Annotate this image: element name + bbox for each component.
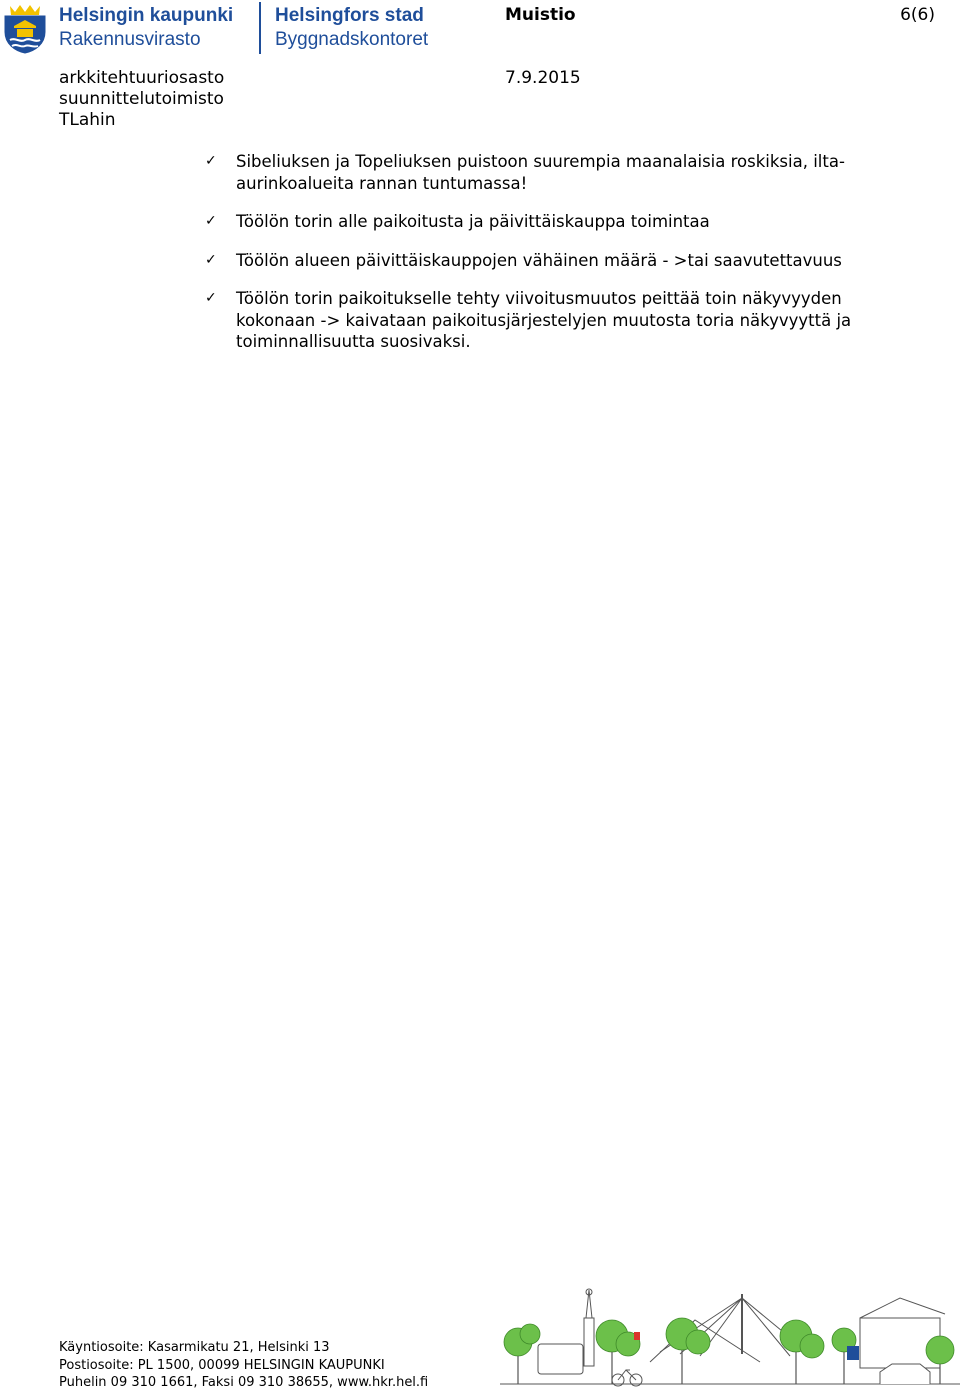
office: suunnittelutoimisto [59,89,224,109]
helsinki-crest-icon [2,2,48,54]
department: arkkitehtuuriosasto [59,68,225,88]
list-item-text: Sibeliuksen ja Topeliuksen puistoon suurempia maanalaisia roskiksia, ilta-aurinkoalueita rannan tuntumassa! [236,152,845,193]
org-name-fi-block [59,6,233,49]
org-name-sv: Helsingfors stad [275,5,424,26]
list-item [205,288,905,353]
footer-visit-address: Käyntiosoite: Kasarmikatu 21, Helsinki 13 [59,1340,330,1355]
list-item [205,151,905,194]
checkmark-icon: ✓ [205,213,217,229]
page-number: 6(6) [900,5,935,25]
footer-contact [59,1339,428,1392]
author: TLahin [59,110,116,130]
org-sub-sv: Byggnadskontoret [275,29,429,50]
checkmark-icon: ✓ [205,251,217,268]
list-item [205,250,905,272]
document-type: Muistio [505,5,576,25]
list-item-text: Töölön alueen päivittäiskauppojen vähäinen määrä - >tai saavutettavuus [236,250,842,270]
footer-phone: Puhelin 09 310 1661, Faksi 09 310 38655, www.hkr.hel.fi [59,1375,429,1390]
checkmark-icon: ✓ [205,153,217,169]
city-illustration-icon [500,1284,960,1396]
checkmark-icon: ✓ [205,290,217,306]
header-divider [259,2,261,54]
list-item [205,211,905,233]
org-sub-fi: Rakennusvirasto [59,29,201,50]
list-item-text: Töölön torin alle paikoitusta ja päivittäiskauppa toimintaa [236,212,710,231]
list-item-text: Töölön torin paikoitukselle tehty viivoitusmuutos peittää toin näkyvyyden kokonaan -> kaivataan paikoitusjärjestelyjen muutosta toria näkyvyyttä ja toiminnallisuutta suosivaksi. [236,289,852,351]
footer-post-address: Postiosoite: PL 1500, 00099 HELSINGIN KAUPUNKI [59,1357,385,1373]
bullet-list [205,151,905,370]
document-date: 7.9.2015 [505,68,581,88]
org-name-fi: Helsingin kaupunki [59,5,234,26]
org-name-sv-block [275,6,428,49]
department-block [59,68,224,131]
